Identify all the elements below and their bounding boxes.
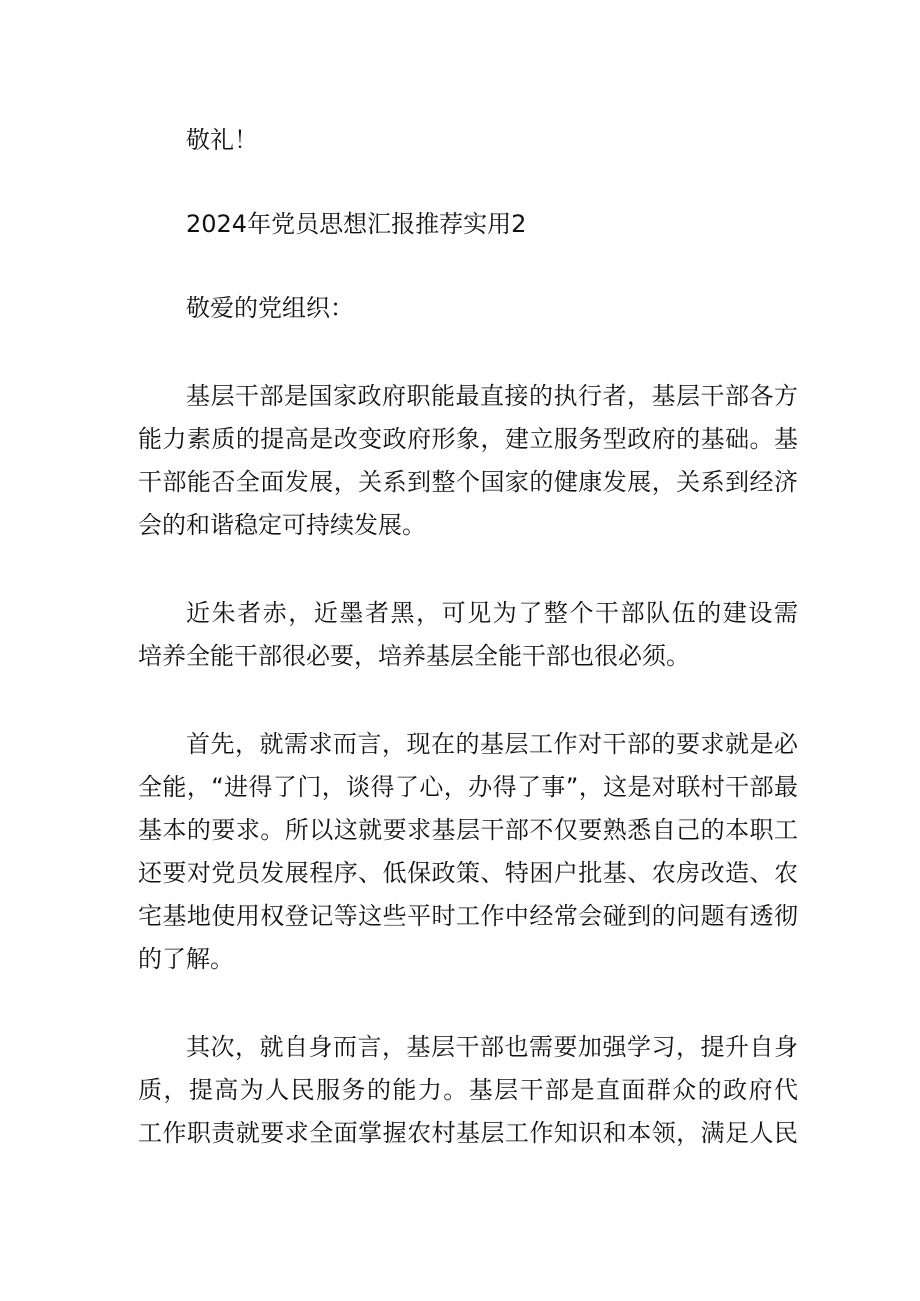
paragraph-line: 其次，就自身而言，基层干部也需要加强学习，提升自身 [186, 1033, 798, 1061]
paragraph-line: 宅基地使用权登记等这些平时工作中经常会碰到的问题有透彻 [138, 902, 798, 930]
paragraph-line: 首先，就需求而言，现在的基层工作对干部的要求就是必 [186, 730, 798, 758]
paragraph-line: 干部能否全面发展，关系到整个国家的健康发展，关系到经济 [138, 468, 798, 496]
paragraph-line: 还要对党员发展程序、低保政策、特困户批基、农房改造、农 [138, 859, 798, 887]
paragraph-line: 近朱者赤，近墨者黑，可见为了整个干部队伍的建设需 [186, 599, 798, 627]
paragraph-line: 培养全能干部很必要，培养基层全能干部也很必须。 [138, 642, 690, 670]
paragraph-line: 工作职责就要求全面掌握农村基层工作知识和本领，满足人民 [138, 1119, 798, 1147]
paragraph-line: 基层干部是国家政府职能最直接的执行者，基层干部各方 [186, 382, 798, 410]
paragraph-line: 基本的要求。所以这就要求基层干部不仅要熟悉自己的本职工 [138, 816, 798, 844]
paragraph-line: 全能，“进得了门，谈得了心，办得了事”，这是对联村干部最 [138, 773, 798, 801]
document-title: 2024年党员思想汇报推荐实用2 [186, 210, 527, 238]
paragraph-line: 质，提高为人民服务的能力。基层干部是直面群众的政府代 [138, 1076, 798, 1104]
paragraph-line: 会的和谐稳定可持续发展。 [138, 511, 426, 539]
salutation: 敬爱的党组织： [186, 294, 354, 322]
closing-text: 敬礼！ [186, 126, 258, 154]
paragraph-line: 能力素质的提高是改变政府形象，建立服务型政府的基础。基 [138, 425, 798, 453]
paragraph-line: 的了解。 [138, 945, 234, 973]
